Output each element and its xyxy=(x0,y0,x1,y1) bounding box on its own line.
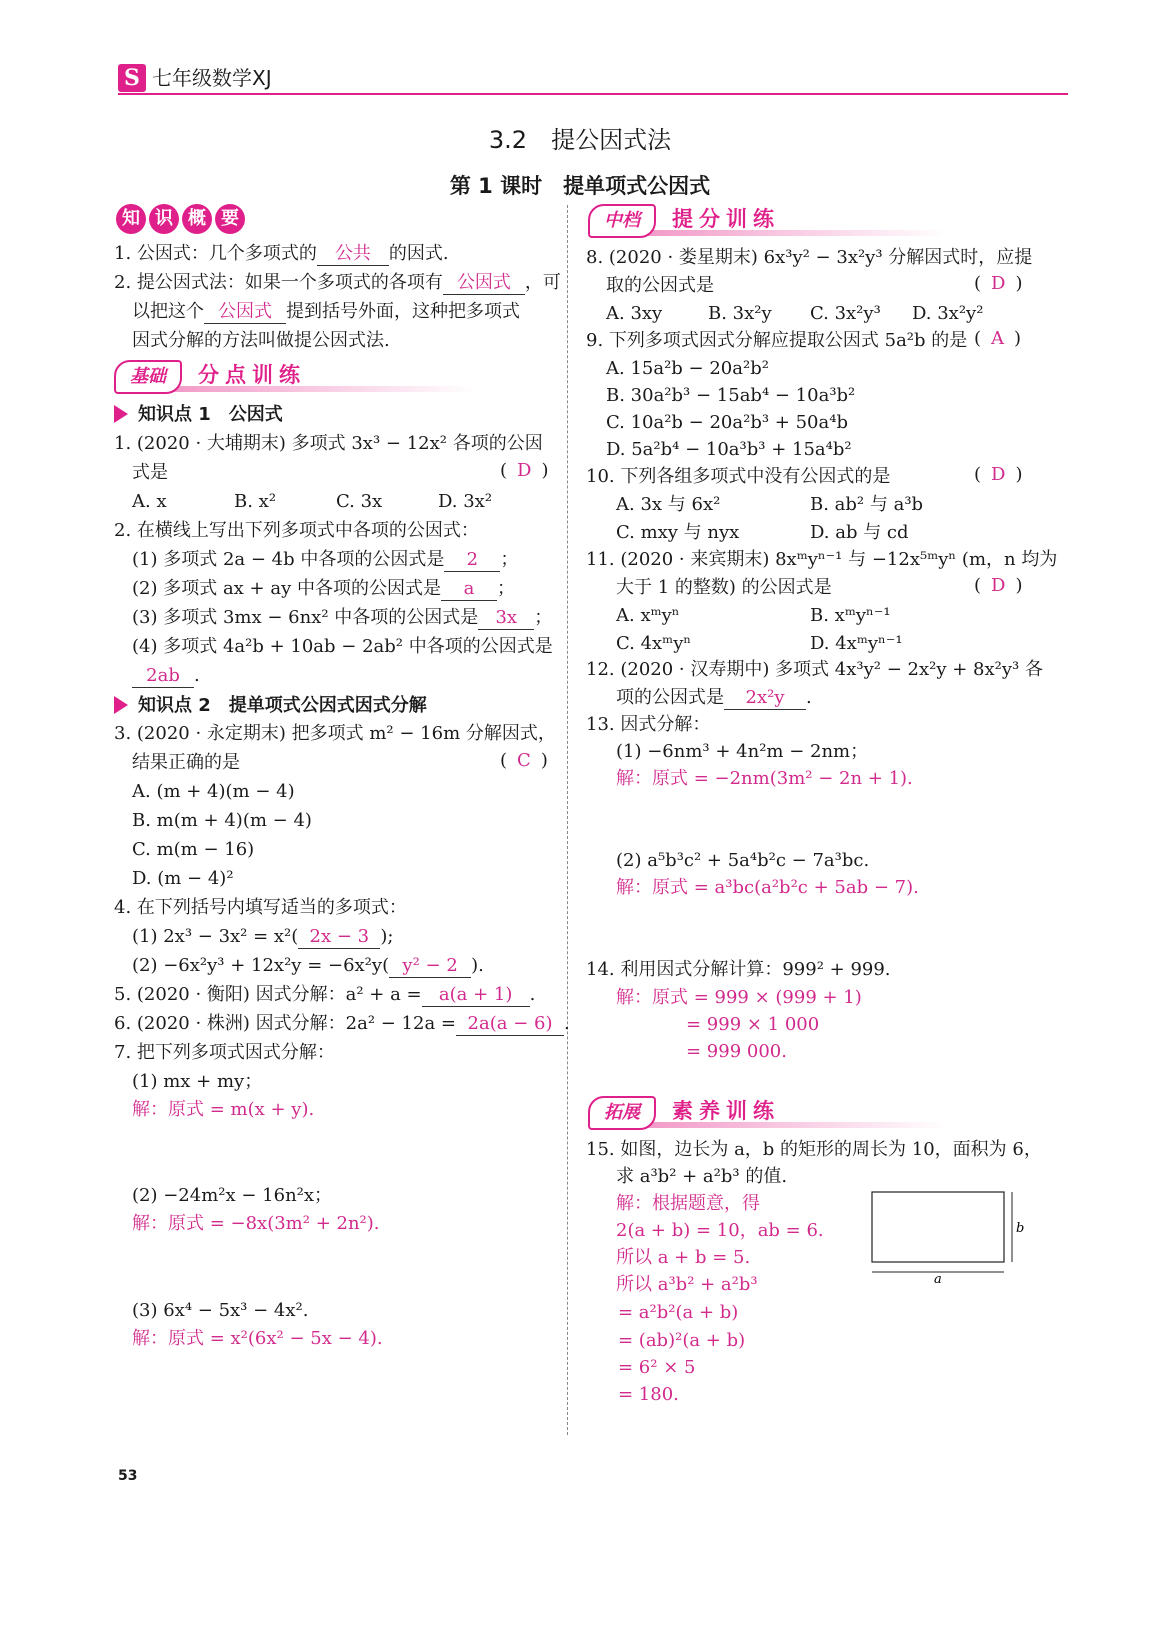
q3-option: D. (m − 4)² xyxy=(132,868,234,889)
text: (1) 2x³ − 3x² = x²( xyxy=(132,926,299,947)
q9-option: A. 15a²b − 20a²b² xyxy=(606,358,769,379)
q10-stem: 10. 下列各组多项式中没有公因式的是 xyxy=(586,466,891,487)
q14-stem: 14. 利用因式分解计算：999² + 999. xyxy=(586,959,891,980)
q3-option: B. m(m + 4)(m − 4) xyxy=(132,810,312,831)
answer-blank: 2x²y xyxy=(724,687,806,710)
text: ); xyxy=(380,926,394,947)
kp-label: 知识点 1 公因式 xyxy=(138,404,283,425)
text: 2. 提公因式法：如果一个多项式的各项有 xyxy=(114,272,443,293)
q14-solution-3: = 999 000. xyxy=(686,1041,787,1062)
kp-label: 知识点 2 提单项式公因式因式分解 xyxy=(138,695,427,716)
q15-stem: 15. 如图，边长为 a，b 的矩形的周长为 10，面积为 6， xyxy=(586,1139,1042,1160)
answer-blank: y² − 2 xyxy=(389,955,471,978)
q9-option: B. 30a²b³ − 15ab⁴ − 10a³b² xyxy=(606,385,856,406)
q7-stem: 7. 把下列多项式因式分解： xyxy=(114,1042,335,1063)
q3-stem-2: 结果正确的是 xyxy=(132,752,240,773)
text: ). xyxy=(471,955,484,976)
knowledge-heading xyxy=(116,204,248,234)
answer-letter: D xyxy=(991,273,1006,294)
q8-option: B. 3x²y xyxy=(708,303,772,324)
q15-solution-line: 2(a + b) = 10，ab = 6. xyxy=(616,1220,824,1241)
q2-part-1: (1) 多项式 2a − 4b 中各项的公因式是 2 ； xyxy=(132,549,519,570)
text: 提到括号外面，这种把多项式 xyxy=(286,301,520,322)
banner-tag: 拓展 xyxy=(588,1096,656,1130)
banner-tag: 中档 xyxy=(588,204,656,238)
q8-option: D. 3x²y² xyxy=(912,303,984,324)
q9-stem: 9. 下列多项式因式分解应提取公因式 5a²b 的是 xyxy=(586,330,968,351)
q3-option: A. (m + 4)(m − 4) xyxy=(132,781,295,802)
q11-stem-2: 大于 1 的整数) 的公因式是 xyxy=(616,577,832,598)
q8-option: C. 3x²y³ xyxy=(810,303,881,324)
q13-part-2: (2) a⁵b³c² + 5a⁴b²c − 7a³bc. xyxy=(616,850,870,871)
label-a: a xyxy=(934,1272,942,1284)
q10-option: D. ab 与 cd xyxy=(810,522,909,543)
column-divider xyxy=(567,205,568,1435)
q1-stem-2: 式是 xyxy=(132,462,168,483)
knowledge-point-2 xyxy=(114,691,427,717)
q10-option: B. ab² 与 a³b xyxy=(810,494,924,515)
banner-mid xyxy=(588,202,1018,236)
rectangle-figure xyxy=(866,1184,1026,1284)
q15-solution-line: 所以 a + b = 5. xyxy=(616,1247,751,1268)
q13-stem: 13. 因式分解： xyxy=(586,714,711,735)
text: 的因式. xyxy=(388,243,449,264)
q3-option: C. m(m − 16) xyxy=(132,839,255,860)
text: 项的公因式是 xyxy=(616,687,724,708)
lesson-title: 第 1 课时 提单项式公因式 xyxy=(449,174,711,198)
q2-part-2: (2) 多项式 ax + ay 中各项的公因式是 a ； xyxy=(132,578,515,599)
q11-stem: 11. (2020 · 来宾期末) 8xᵐyⁿ⁻¹ 与 −12x⁵ᵐyⁿ (m，n 均为 xyxy=(586,549,1058,570)
answer-blank: a xyxy=(441,578,497,601)
q2-part-4-answer: 2ab . xyxy=(132,663,200,689)
q10-answer: ( D ) xyxy=(974,464,1023,485)
q4-stem: 4. 在下列括号内填写适当的多项式： xyxy=(114,897,407,918)
q7-solution-3: 解：原式 = x²(6x² − 5x − 4). xyxy=(132,1328,383,1349)
heading-char: 识 xyxy=(149,204,179,234)
text: . xyxy=(564,1013,570,1034)
q7-part-1: (1) mx + my； xyxy=(132,1071,263,1092)
answer-blank: 2x − 3 xyxy=(298,926,380,949)
q15-solution-line: = (ab)²(a + b) xyxy=(618,1330,746,1351)
q13-solution-2: 解：原式 = a³bc(a²b²c + 5ab − 7). xyxy=(616,877,919,898)
knowledge-item-2-line-3: 因式分解的方法叫做提公因式法. xyxy=(132,330,390,351)
q7-part-3: (3) 6x⁴ − 5x³ − 4x². xyxy=(132,1300,309,1321)
q11-answer: ( D ) xyxy=(974,575,1023,596)
text: 以把这个 xyxy=(132,301,204,322)
text: (1) 多项式 2a − 4b 中各项的公因式是 xyxy=(132,549,445,570)
text: 1. 公因式：几个多项式的 xyxy=(114,243,317,264)
q11-option: A. xᵐyⁿ xyxy=(616,605,680,626)
answer-blank: a(a + 1) xyxy=(422,984,530,1007)
q15-stem-2: 求 a³b² + a²b³ 的值. xyxy=(616,1166,788,1187)
answer-blank: 3x xyxy=(478,607,534,630)
answer-letter: A xyxy=(991,328,1005,349)
text: . xyxy=(529,984,536,1005)
banner-text: 分点训练 xyxy=(198,363,306,387)
page-number: 53 xyxy=(118,1468,138,1484)
rectangle xyxy=(872,1192,1004,1262)
q3-answer: ( C ) xyxy=(500,750,548,771)
triangle-icon xyxy=(114,696,128,714)
q10-option: C. mxy 与 nyx xyxy=(616,522,740,543)
q7-solution-1: 解：原式 = m(x + y). xyxy=(132,1099,315,1120)
book-title: 七年级数学XJ xyxy=(152,66,272,90)
q15-solution-line: = a²b²(a + b) xyxy=(618,1302,739,1323)
banner-ext xyxy=(588,1094,1018,1128)
text: (2) −6x²y³ + 12x²y = −6x²y( xyxy=(132,955,390,976)
q1-option: A. x xyxy=(132,491,167,512)
q8-answer: ( D ) xyxy=(974,273,1023,294)
answer-letter: D xyxy=(517,460,532,481)
banner-text: 提分训练 xyxy=(672,207,780,231)
q3-stem: 3. (2020 · 永定期末) 把多项式 m² − 16m 分解因式， xyxy=(114,723,556,744)
triangle-icon xyxy=(114,405,128,423)
answer-blank: 2 xyxy=(444,549,500,572)
q11-option: D. 4xᵐyⁿ⁻¹ xyxy=(810,633,903,654)
q7-part-2: (2) −24m²x − 16n²x； xyxy=(132,1185,333,1206)
q9-answer: ( A ) xyxy=(974,328,1022,349)
answer-letter: D xyxy=(991,575,1006,596)
text: 6. (2020 · 株洲) 因式分解：2a² − 12a = xyxy=(114,1013,456,1034)
publisher-logo: S xyxy=(118,64,146,92)
q7-solution-2: 解：原式 = −8x(3m² + 2n²). xyxy=(132,1213,380,1234)
text: (2) 多项式 ax + ay 中各项的公因式是 xyxy=(132,578,441,599)
answer-blank: 公共 xyxy=(317,243,389,266)
banner-text: 素养训练 xyxy=(672,1099,780,1123)
q1-option: D. 3x² xyxy=(438,491,493,512)
heading-char: 知 xyxy=(116,204,146,234)
answer-letter: D xyxy=(991,464,1006,485)
text: 5. (2020 · 衡阳) 因式分解：a² + a = xyxy=(114,984,422,1005)
knowledge-item-2 xyxy=(114,270,561,296)
answer-blank: 2ab xyxy=(132,665,194,688)
q15-solution-line: = 6² × 5 xyxy=(618,1357,696,1378)
q2-stem: 2. 在横线上写出下列多项式中各项的公因式： xyxy=(114,520,479,541)
q2-part-4: (4) 多项式 4a²b + 10ab − 2ab² 中各项的公因式是 xyxy=(132,636,553,657)
text: . xyxy=(806,687,812,708)
q9-option: D. 5a²b⁴ − 10a³b³ + 15a⁴b² xyxy=(606,439,852,460)
header-rule xyxy=(118,93,1068,95)
q8-option: A. 3xy xyxy=(606,303,663,324)
knowledge-point-1 xyxy=(114,400,283,426)
heading-char: 要 xyxy=(215,204,245,234)
q11-option: B. xᵐyⁿ⁻¹ xyxy=(810,605,891,626)
q15-solution-line: 解：根据题意，得 xyxy=(616,1193,760,1214)
answer-blank: 公因式 xyxy=(204,301,286,324)
q11-option: C. 4xᵐyⁿ xyxy=(616,633,692,654)
banner-basic xyxy=(114,358,534,392)
section-title: 3.2 提公因式法 xyxy=(488,126,672,154)
q15-solution-line: = 180. xyxy=(618,1384,679,1405)
answer-letter: C xyxy=(517,750,531,771)
knowledge-item-1 xyxy=(114,241,449,267)
label-b: b xyxy=(1016,1221,1025,1236)
q2-part-3: (3) 多项式 3mx − 6nx² 中各项的公因式是 3x ； xyxy=(132,607,553,628)
q1-answer: ( D ) xyxy=(500,460,549,481)
q1-stem: 1. (2020 · 大埔期末) 多项式 3x³ − 12x² 各项的公因 xyxy=(114,433,543,454)
heading-char: 概 xyxy=(182,204,212,234)
q14-solution-1: 解：原式 = 999 × (999 + 1) xyxy=(616,987,862,1008)
q4-part-2 xyxy=(132,953,484,979)
q8-stem: 8. (2020 · 娄星期末) 6x³y² − 3x²y³ 分解因式时，应提 xyxy=(586,247,1033,268)
q4-part-1 xyxy=(132,924,393,950)
answer-blank: 2a(a − 6) xyxy=(456,1013,564,1036)
q13-part-1: (1) −6nm³ + 4n²m − 2nm； xyxy=(616,741,869,762)
q14-solution-2: = 999 × 1 000 xyxy=(686,1014,820,1035)
q5 xyxy=(114,982,535,1008)
answer-blank: 公因式 xyxy=(443,272,525,295)
q8-stem-2: 取的公因式是 xyxy=(606,275,714,296)
q12-stem-2 xyxy=(616,685,812,711)
q1-option: B. x² xyxy=(234,491,277,512)
q1-option: C. 3x xyxy=(336,491,383,512)
banner-tag: 基础 xyxy=(114,360,182,394)
text: ，可 xyxy=(524,272,561,293)
knowledge-item-2-line-2 xyxy=(132,299,520,325)
q12-stem: 12. (2020 · 汉寿期中) 多项式 4x³y² − 2x²y + 8x²y³ 各 xyxy=(586,659,1043,680)
q10-option: A. 3x 与 6x² xyxy=(616,494,721,515)
q15-solution-line: 所以 a³b² + a²b³ xyxy=(616,1274,758,1295)
text: (3) 多项式 3mx − 6nx² 中各项的公因式是 xyxy=(132,607,479,628)
q6 xyxy=(114,1011,570,1037)
q9-option: C. 10a²b − 20a²b³ + 50a⁴b xyxy=(606,412,848,433)
q13-solution-1: 解：原式 = −2nm(3m² − 2n + 1). xyxy=(616,768,913,789)
